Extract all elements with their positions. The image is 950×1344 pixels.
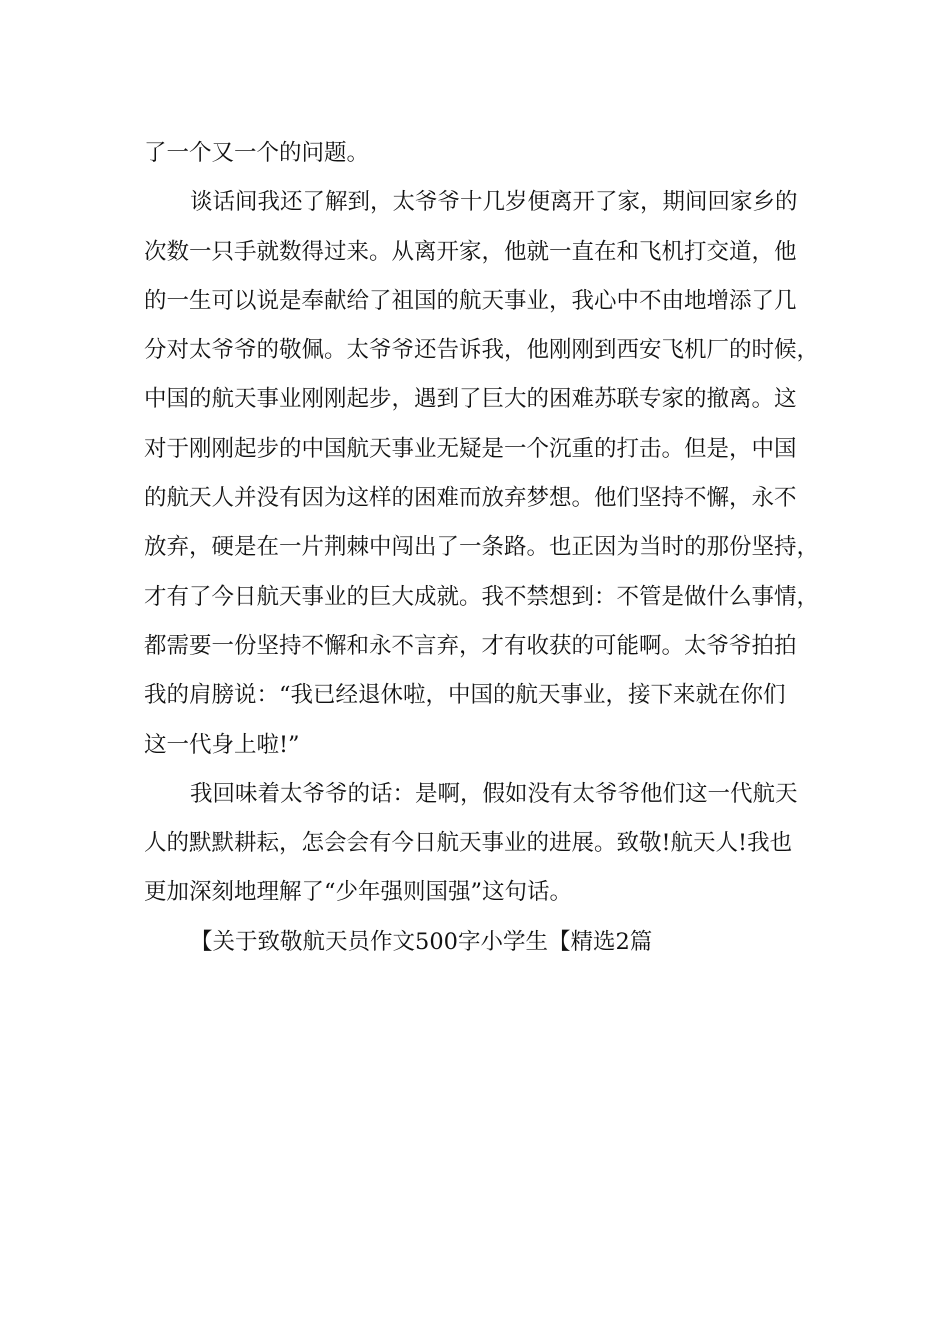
text-line: 我的肩膀说：“我已经退休啦，中国的航天事业，接下来就在你们 bbox=[144, 682, 786, 709]
text-line: 的航天人并没有因为这样的困难而放弃梦想。他们坚持不懈，永不 bbox=[144, 485, 797, 512]
section-heading: 【关于致敬航天员作文500字小学生【精选2篇 bbox=[190, 928, 653, 955]
text-line: 这一代身上啦!” bbox=[144, 731, 300, 758]
paragraph-start-line: 我回味着太爷爷的话：是啊，假如没有太爷爷他们这一代航天 bbox=[190, 780, 798, 807]
text-line: 中国的航天事业刚刚起步，遇到了巨大的困难苏联专家的撤离。这 bbox=[144, 386, 797, 413]
text-line: 分对太爷爷的敬佩。太爷爷还告诉我，他刚刚到西安飞机厂的时候， bbox=[144, 337, 820, 364]
text-line: 更加深刻地理解了“少年强则国强”这句话。 bbox=[144, 879, 573, 906]
text-line: 放弃，硬是在一片荆棘中闯出了一条路。也正因为当时的那份坚持， bbox=[144, 534, 820, 561]
text-line: 次数一只手就数得过来。从离开家，他就一直在和飞机打交道，他 bbox=[144, 238, 797, 265]
text-line: 都需要一份坚持不懈和永不言弃，才有收获的可能啊。太爷爷拍拍 bbox=[144, 632, 797, 659]
text-line: 才有了今日航天事业的巨大成就。我不禁想到：不管是做什么事情， bbox=[144, 583, 820, 610]
text-line: 对于刚刚起步的中国航天事业无疑是一个沉重的打击。但是，中国 bbox=[144, 435, 797, 462]
text-line: 的一生可以说是奉献给了祖国的航天事业，我心中不由地增添了几 bbox=[144, 287, 797, 314]
paragraph-start-line: 谈话间我还了解到，太爷爷十几岁便离开了家，期间回家乡的 bbox=[190, 189, 798, 216]
essay-body bbox=[144, 129, 824, 967]
text-line: 人的默默耕耘，怎会会有今日航天事业的进展。致敬!航天人!我也 bbox=[144, 830, 793, 857]
text-line: 了一个又一个的问题。 bbox=[144, 140, 370, 166]
